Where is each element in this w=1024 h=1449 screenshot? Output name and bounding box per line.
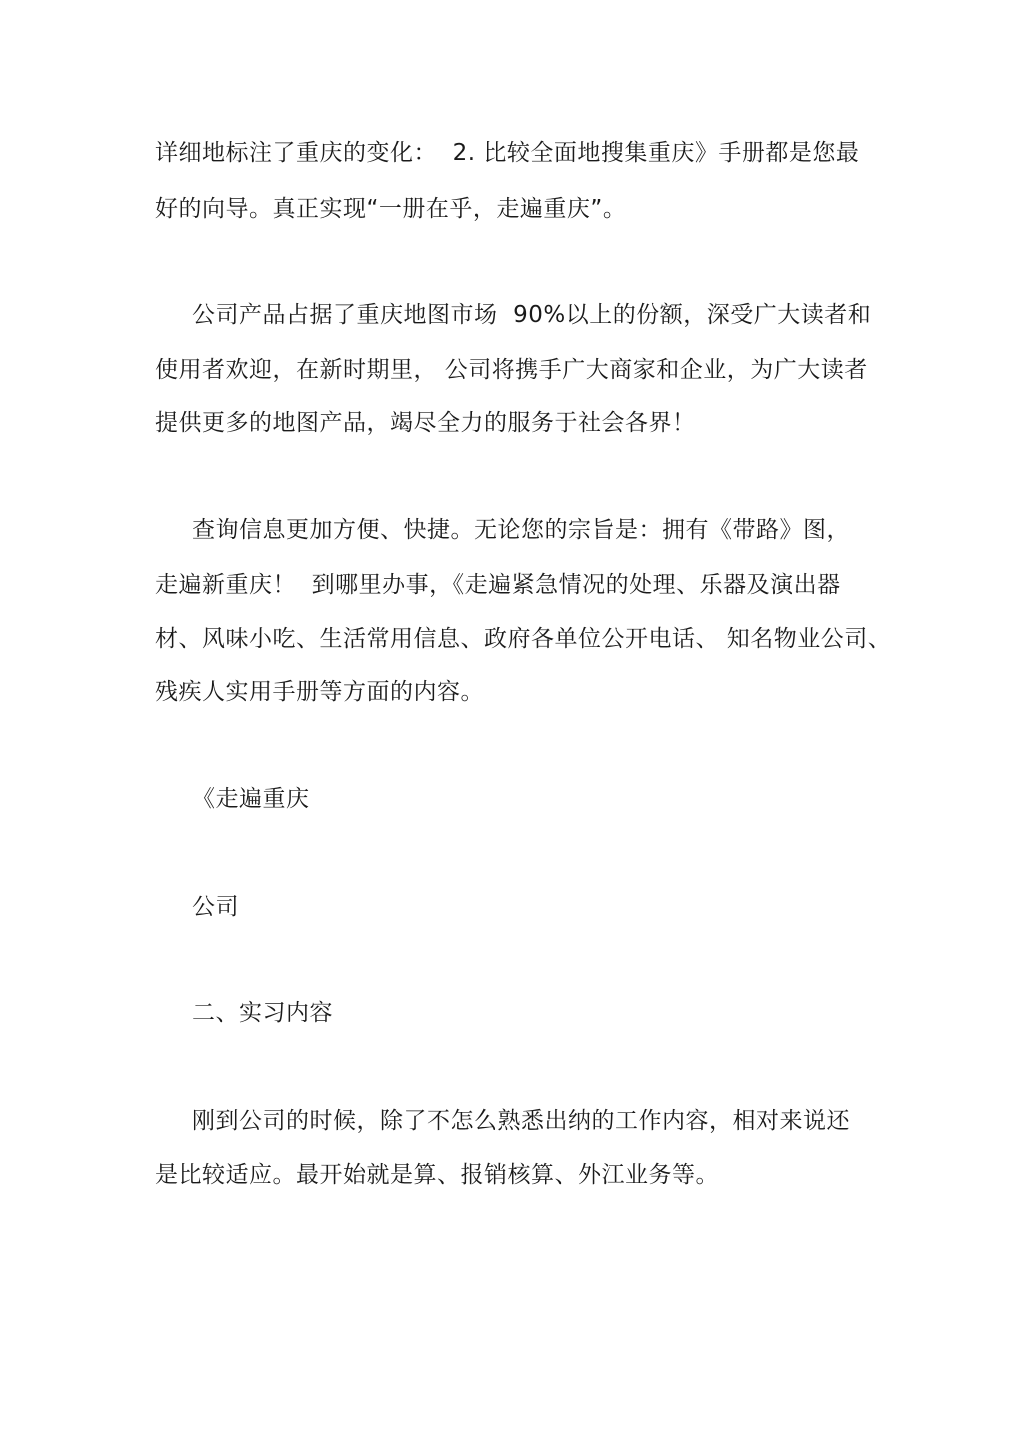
section-heading: 二、实习内容 (192, 1000, 333, 1026)
paragraph-line: 走遍新重庆！ 到哪里办事，《走遍紧急情况的处理、乐器及演出器 (155, 572, 841, 598)
paragraph-line: 残疾人实用手册等方面的内容。 (155, 679, 484, 705)
paragraph-line: 查询信息更加方便、快捷。无论您的宗旨是：拥有《带路》图， (192, 517, 850, 543)
paragraph-line: 《走遍重庆 (192, 786, 310, 812)
paragraph-line: 公司 (192, 894, 239, 920)
paragraph-line: 好的向导。真正实现“一册在乎，走遍重庆”。 (155, 196, 627, 222)
paragraph-line: 公司产品占据了重庆地图市场 90%以上的份额，深受广大读者和 (192, 302, 872, 328)
paragraph-line: 刚到公司的时候，除了不怎么熟悉出纳的工作内容，相对来说还 (192, 1108, 850, 1134)
paragraph-line: 使用者欢迎，在新时期里， 公司将携手广大商家和企业，为广大读者 (155, 357, 868, 383)
paragraph-line: 提供更多的地图产品，竭尽全力的服务于社会各界！ (155, 410, 696, 436)
paragraph-line: 材、风味小吃、生活常用信息、政府各单位公开电话、 知名物业公司、 (155, 626, 892, 652)
paragraph-line: 是比较适应。最开始就是算、报销核算、外江业务等。 (155, 1162, 719, 1188)
paragraph-line: 详细地标注了重庆的变化： 2. 比较全面地搜集重庆》手册都是您最 (155, 140, 860, 166)
